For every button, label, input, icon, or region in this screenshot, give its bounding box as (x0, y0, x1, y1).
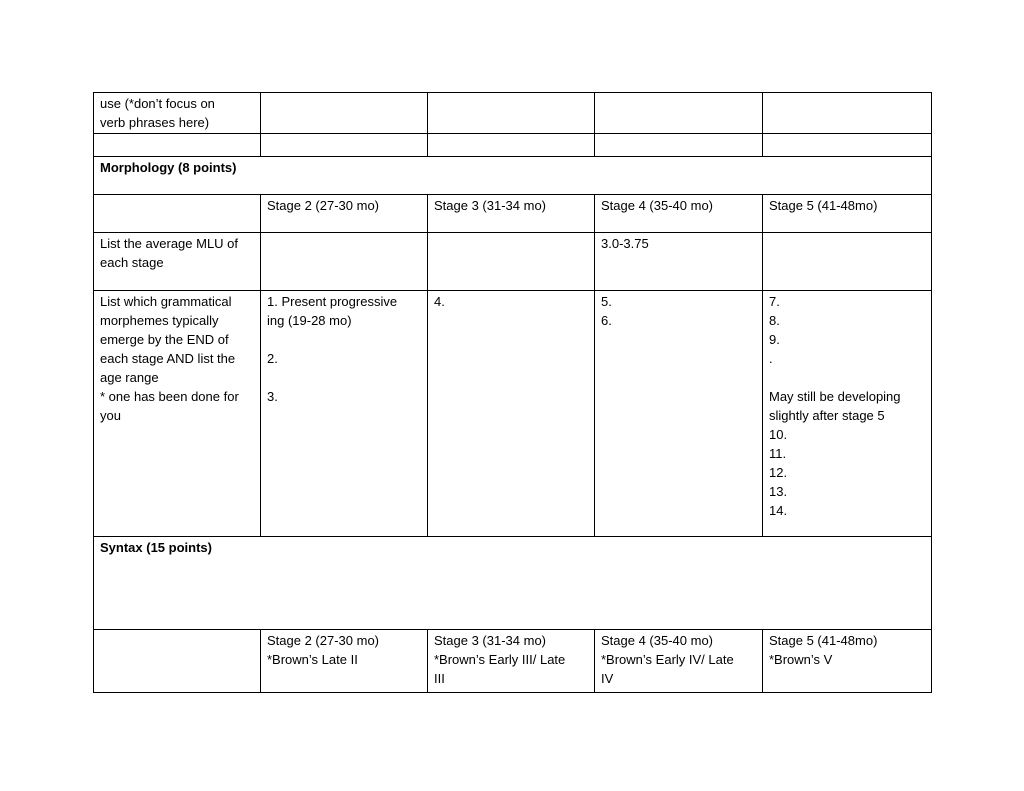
cell-text-line: * one has been done for (100, 389, 239, 404)
empty-cell (261, 93, 428, 134)
stage4-header: Stage 4 (35-40 mo) (595, 195, 763, 233)
cell-text-line: verb phrases here) (100, 115, 210, 130)
cell-text-line: 11. (769, 446, 787, 461)
section-header-row (94, 537, 932, 630)
mlu-stage2-cell[interactable] (261, 233, 428, 291)
stage-header-row (94, 195, 932, 233)
cell-text-line: *Brown’s Late II (267, 652, 358, 667)
continuation-label-cell (94, 93, 261, 134)
cell-text-line: List which grammatical (100, 294, 232, 309)
cell-text-line: III (434, 671, 445, 686)
stage3-header: Stage 3 (31-34 mo) (428, 195, 595, 233)
cell-text-line: emerge by the END of (100, 332, 229, 347)
cell-text-line: 5. (601, 294, 612, 309)
cell-text-line: Stage 2 (27-30 mo) (267, 633, 380, 648)
cell-text-line: 7. (769, 294, 780, 309)
syntax-stage2-header (261, 630, 428, 693)
mlu-label-cell (94, 233, 261, 291)
empty-cell (595, 134, 763, 157)
mlu-stage5-cell[interactable] (763, 233, 932, 291)
table-row (94, 134, 932, 157)
cell-text-line: List the average MLU of (100, 236, 239, 251)
cell-text-line: Stage 4 (35-40 mo) (601, 633, 714, 648)
cell-text-line: 3. (267, 389, 278, 404)
table-row (94, 93, 932, 134)
table-row (94, 291, 932, 537)
cell-text-line: *Brown’s Early III/ Late (434, 652, 566, 667)
cell-text-line: 10. (769, 427, 788, 442)
blank-line (267, 368, 421, 387)
cell-text-line: Stage 5 (41-48mo) (769, 633, 878, 648)
blank-line (769, 368, 925, 387)
empty-cell (261, 134, 428, 157)
stages-table (93, 92, 932, 693)
empty-cell (94, 195, 261, 233)
cell-text-line: slightly after stage 5 (769, 408, 885, 423)
cell-text-line: 9. (769, 332, 780, 347)
empty-cell (428, 93, 595, 134)
cell-text-line: *Brown’s Early IV/ Late (601, 652, 734, 667)
cell-text-line: *Brown’s V (769, 652, 833, 667)
section-header-row (94, 157, 932, 195)
table-row (94, 233, 932, 291)
morphemes-stage5-cell[interactable] (763, 291, 932, 537)
morphology-section-title: Morphology (8 points) (94, 157, 932, 195)
cell-text-line: age range (100, 370, 159, 385)
cell-text-line: 14. (769, 503, 788, 518)
morphemes-stage3-cell[interactable] (428, 291, 595, 537)
cell-text-line: 2. (267, 351, 278, 366)
morphemes-stage4-cell[interactable] (595, 291, 763, 537)
empty-cell (763, 93, 932, 134)
stage-header-row (94, 630, 932, 693)
cell-text-line: 1. Present progressive (267, 294, 398, 309)
morphemes-label-cell (94, 291, 261, 537)
cell-text-line: 4. (434, 294, 445, 309)
cell-text-line: you (100, 408, 121, 423)
cell-text-line: 8. (769, 313, 780, 328)
mlu-stage4-cell[interactable]: 3.0-3.75 (595, 233, 763, 291)
stage2-header: Stage 2 (27-30 mo) (261, 195, 428, 233)
empty-cell (94, 630, 261, 693)
cell-text-line: Stage 3 (31-34 mo) (434, 633, 547, 648)
syntax-section-title: Syntax (15 points) (94, 537, 932, 630)
cell-text-line: each stage AND list the (100, 351, 236, 366)
syntax-stage3-header (428, 630, 595, 693)
empty-cell (763, 134, 932, 157)
cell-text-line: . (769, 351, 773, 366)
blank-line (267, 330, 421, 349)
cell-text-line: use (*don’t focus on (100, 96, 215, 111)
morphemes-stage2-cell[interactable] (261, 291, 428, 537)
empty-cell (428, 134, 595, 157)
empty-cell (94, 134, 261, 157)
cell-text-line: May still be developing (769, 389, 901, 404)
cell-text-line: morphemes typically (100, 313, 219, 328)
syntax-stage4-header (595, 630, 763, 693)
empty-cell (595, 93, 763, 134)
syntax-stage5-header (763, 630, 932, 693)
stage5-header: Stage 5 (41-48mo) (763, 195, 932, 233)
cell-text-line: IV (601, 671, 614, 686)
cell-text-line: 12. (769, 465, 788, 480)
cell-text-line: ing (19-28 mo) (267, 313, 352, 328)
cell-text-line: 13. (769, 484, 788, 499)
mlu-stage3-cell[interactable] (428, 233, 595, 291)
cell-text-line: each stage (100, 255, 164, 270)
cell-text-line: 6. (601, 313, 612, 328)
